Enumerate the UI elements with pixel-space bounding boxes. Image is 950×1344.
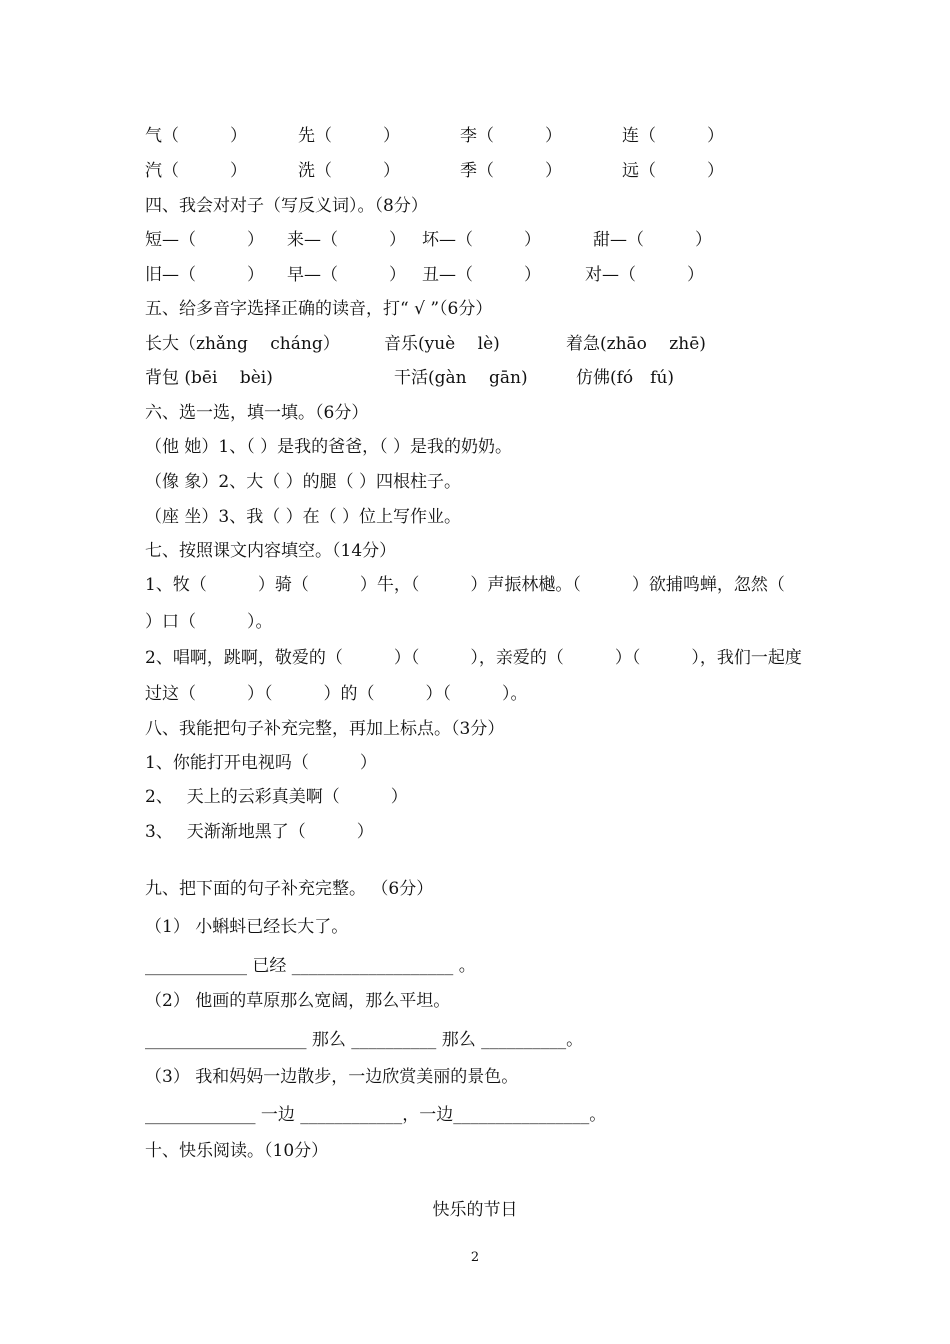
pinyin-item: 着急(zhāo zhē) <box>566 334 706 354</box>
section-8-heading: 八、我能把句子补充完整，再加上标点。（3分） <box>145 719 505 739</box>
section-4-heading: 四、我会对对子（写反义词）。（8分） <box>145 196 428 216</box>
section-7-heading: 七、按照课文内容填空。（14分） <box>145 541 397 561</box>
antonym-item: 坏—（ ） <box>422 230 541 250</box>
antonym-item: 对—（ ） <box>585 265 704 285</box>
blank-item: 汽（ ） <box>145 161 247 181</box>
antonym-item: 短—（ ） <box>145 230 264 250</box>
blank-item: 洗（ ） <box>298 161 400 181</box>
answer-line: _____________ 一边 ____________，一边________________。 <box>145 1105 607 1125</box>
antonym-item: 丑—（ ） <box>422 265 541 285</box>
blank-item: 气（ ） <box>145 126 247 146</box>
blank-item: 先（ ） <box>298 126 400 146</box>
choice-line: （像 象）2、大（ ）的腿（ ）四根柱子。 <box>145 472 462 492</box>
section-5-heading: 五、给多音字选择正确的读音，打“ √ ”（6分） <box>145 299 493 319</box>
choice-line: （他 她）1、（ ）是我的爸爸，（ ）是我的奶奶。 <box>145 437 513 457</box>
fill-line: ）口（ ）。 <box>145 612 273 632</box>
antonym-item: 来—（ ） <box>287 230 406 250</box>
fill-line: 1、牧（ ）骑（ ）牛，（ ）声振林樾。（ ）欲捕鸣蝉，忽然（ <box>145 575 785 595</box>
section-10-heading: 十、快乐阅读。（10分） <box>145 1141 329 1161</box>
punctuation-line: 3、 天渐渐地黑了（ ） <box>145 822 374 842</box>
blank-item: 李（ ） <box>460 126 562 146</box>
antonym-item: 甜—（ ） <box>593 230 712 250</box>
fill-line: 过这（ ）（ ）的（ ）（ ）。 <box>145 684 528 704</box>
pinyin-item: 音乐(yuè lè) <box>384 334 500 354</box>
blank-item: 季（ ） <box>460 161 562 181</box>
punctuation-line: 2、 天上的云彩真美啊（ ） <box>145 787 408 807</box>
page-number: 2 <box>470 1250 480 1265</box>
choice-line: （座 坐）3、我（ ）在（ ）位上写作业。 <box>145 507 462 527</box>
reading-title: 快乐的节日 <box>432 1200 518 1220</box>
pinyin-item: 长大（zhǎng cháng） <box>145 334 340 354</box>
answer-line: ____________ 已经 ___________________ 。 <box>145 956 476 976</box>
section-6-heading: 六、选一选，填一填。（6分） <box>145 403 369 423</box>
antonym-item: 旧—（ ） <box>145 265 264 285</box>
pinyin-item: 背包 (bēi bèi) <box>145 368 273 388</box>
example-sentence: （2） 他画的草原那么宽阔，那么平坦。 <box>145 991 451 1011</box>
blank-item: 连（ ） <box>622 126 724 146</box>
punctuation-line: 1、你能打开电视吗（ ） <box>145 753 377 773</box>
pinyin-item: 仿佛(fó fú) <box>576 368 675 388</box>
pinyin-item: 干活(gàn gān) <box>394 368 528 388</box>
fill-line: 2、唱啊，跳啊，敬爱的（ ）（ ），亲爱的（ ）（ ），我们一起度 <box>145 648 802 668</box>
example-sentence: （3） 我和妈妈一边散步，一边欣赏美丽的景色。 <box>145 1067 519 1087</box>
answer-line: ___________________ 那么 __________ 那么 __________。 <box>145 1030 584 1050</box>
section-9-heading: 九、把下面的句子补充完整。 （6分） <box>145 879 434 899</box>
antonym-item: 早—（ ） <box>287 265 406 285</box>
blank-item: 远（ ） <box>622 161 724 181</box>
example-sentence: （1） 小蝌蚪已经长大了。 <box>145 917 349 937</box>
